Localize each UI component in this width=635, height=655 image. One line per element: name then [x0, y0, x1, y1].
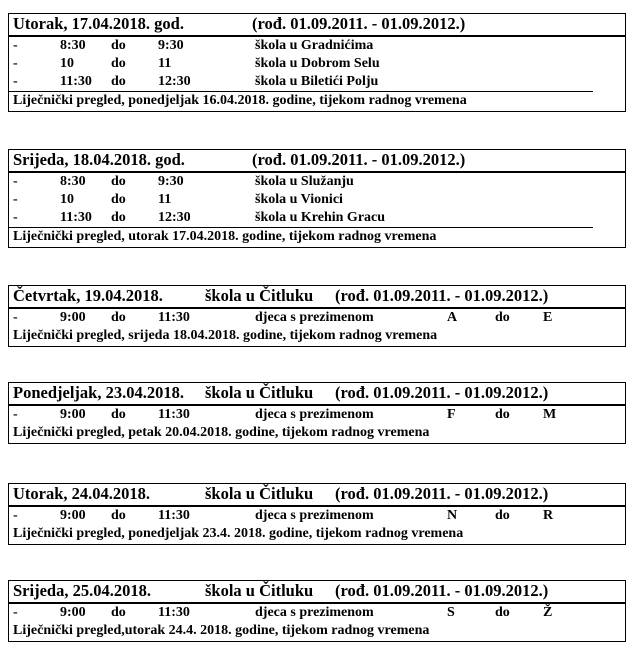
block-school: škola u Čitluku	[205, 484, 314, 503]
schedule-row	[9, 173, 625, 191]
block-title	[9, 150, 625, 173]
row-dash: -	[13, 310, 18, 325]
time-to: 12:30	[158, 210, 191, 225]
block-title	[9, 581, 625, 604]
schedule-row	[9, 73, 593, 92]
block-school: škola u Čitluku	[205, 581, 314, 600]
letter-to: Ž	[543, 605, 553, 620]
letter-from: S	[447, 605, 455, 620]
row-dash: -	[13, 508, 18, 523]
school-place: škola u Krehin Gracu	[255, 210, 386, 225]
birth-range: (rođ. 01.09.2011. - 01.09.2012.)	[335, 581, 549, 600]
birth-range: (rođ. 01.09.2011. - 01.09.2012.)	[252, 150, 466, 169]
time-from: 9:00	[60, 310, 86, 325]
time-to: 11:30	[158, 605, 190, 620]
school-place: škola u Gradnićima	[255, 38, 374, 53]
medical-exam-note: Liječnički pregled, ponedjeljak 16.04.2018. godine, tijekom radnog vremena	[13, 93, 467, 108]
block-date: Četvrtak, 19.04.2018.	[13, 286, 163, 305]
surname-group-label: djeca s prezimenom	[255, 508, 374, 523]
do-text: do	[111, 508, 126, 523]
time-to: 11:30	[158, 508, 190, 523]
do-text: do	[495, 407, 510, 422]
time-from: 8:30	[60, 174, 86, 189]
surname-group-label: djeca s prezimenom	[255, 407, 374, 422]
schedule-block-1	[8, 13, 626, 112]
row-dash: -	[13, 38, 18, 53]
block-date: Srijeda, 25.04.2018.	[13, 581, 151, 600]
time-from: 9:00	[60, 605, 86, 620]
do-text: do	[495, 605, 510, 620]
schedule-row	[9, 55, 625, 73]
birth-range: (rođ. 01.09.2011. - 01.09.2012.)	[252, 14, 466, 33]
schedule-block-3	[8, 285, 626, 347]
school-place: škola u Vionici	[255, 192, 343, 207]
do-text: do	[495, 310, 510, 325]
block-title	[9, 383, 625, 406]
time-to: 12:30	[158, 74, 191, 89]
row-dash: -	[13, 174, 18, 189]
letter-from: N	[447, 508, 458, 523]
school-place: škola u Dobrom Selu	[255, 56, 380, 71]
medical-exam-note: Liječnički pregled,utorak 24.4. 2018. godine, tijekom radnog vremena	[13, 623, 430, 638]
row-dash: -	[13, 74, 18, 89]
schedule-block-4	[8, 382, 626, 444]
time-from: 9:00	[60, 508, 86, 523]
time-to: 9:30	[158, 174, 184, 189]
do-text: do	[111, 38, 126, 53]
medical-exam-note: Liječnički pregled, srijeda 18.04.2018. godine, tijekom radnog vremena	[13, 328, 438, 343]
birth-range: (rođ. 01.09.2011. - 01.09.2012.)	[335, 484, 549, 503]
do-text: do	[111, 310, 126, 325]
do-text: do	[111, 192, 126, 207]
time-from: 9:00	[60, 407, 86, 422]
time-to: 11:30	[158, 407, 190, 422]
row-dash: -	[13, 210, 18, 225]
time-to: 11	[158, 56, 172, 71]
do-text: do	[111, 174, 126, 189]
do-text: do	[495, 508, 510, 523]
schedule-row	[9, 209, 593, 228]
row-dash: -	[13, 605, 18, 620]
schedule-row	[9, 507, 625, 525]
letter-to: M	[543, 407, 557, 422]
block-title	[9, 484, 625, 507]
block-title	[9, 286, 625, 309]
time-from: 10	[60, 192, 74, 207]
time-to: 9:30	[158, 38, 184, 53]
time-from: 11:30	[60, 210, 92, 225]
letter-to: E	[543, 310, 553, 325]
time-from: 8:30	[60, 38, 86, 53]
surname-group-label: djeca s prezimenom	[255, 605, 374, 620]
surname-group-label: djeca s prezimenom	[255, 310, 374, 325]
medical-exam-note: Liječnički pregled, petak 20.04.2018. godine, tijekom radnog vremena	[13, 425, 430, 440]
block-date: Ponedjeljak, 23.04.2018.	[13, 383, 184, 402]
row-dash: -	[13, 56, 18, 71]
block-school: škola u Čitluku	[205, 383, 314, 402]
school-place: škola u Biletići Polju	[255, 74, 379, 89]
block-date: Utorak, 17.04.2018. god.	[13, 14, 184, 33]
row-dash: -	[13, 192, 18, 207]
letter-from: A	[447, 310, 458, 325]
time-to: 11	[158, 192, 172, 207]
row-dash: -	[13, 407, 18, 422]
medical-exam-note: Liječnički pregled, utorak 17.04.2018. godine, tijekom radnog vremena	[13, 229, 437, 244]
schedule-row	[9, 406, 625, 424]
block-date: Utorak, 24.04.2018.	[13, 484, 151, 503]
block-school: škola u Čitluku	[205, 286, 314, 305]
schedule-row	[9, 309, 625, 327]
do-text: do	[111, 74, 126, 89]
schedule-block-2	[8, 149, 626, 248]
do-text: do	[111, 210, 126, 225]
school-place: škola u Služanju	[255, 174, 354, 189]
time-from: 11:30	[60, 74, 92, 89]
schedule-row	[9, 604, 625, 622]
birth-range: (rođ. 01.09.2011. - 01.09.2012.)	[335, 286, 549, 305]
letter-from: F	[447, 407, 456, 422]
schedule-block-5	[8, 483, 626, 545]
birth-range: (rođ. 01.09.2011. - 01.09.2012.)	[335, 383, 549, 402]
schedule-row	[9, 191, 625, 209]
do-text: do	[111, 407, 126, 422]
do-text: do	[111, 605, 126, 620]
block-date: Srijeda, 18.04.2018. god.	[13, 150, 185, 169]
time-to: 11:30	[158, 310, 190, 325]
medical-exam-note: Liječnički pregled, ponedjeljak 23.4. 2018. godine, tijekom radnog vremena	[13, 526, 464, 541]
letter-to: R	[543, 508, 554, 523]
do-text: do	[111, 56, 126, 71]
block-title	[9, 14, 625, 37]
schedule-block-6	[8, 580, 626, 642]
schedule-row	[9, 37, 625, 55]
time-from: 10	[60, 56, 74, 71]
